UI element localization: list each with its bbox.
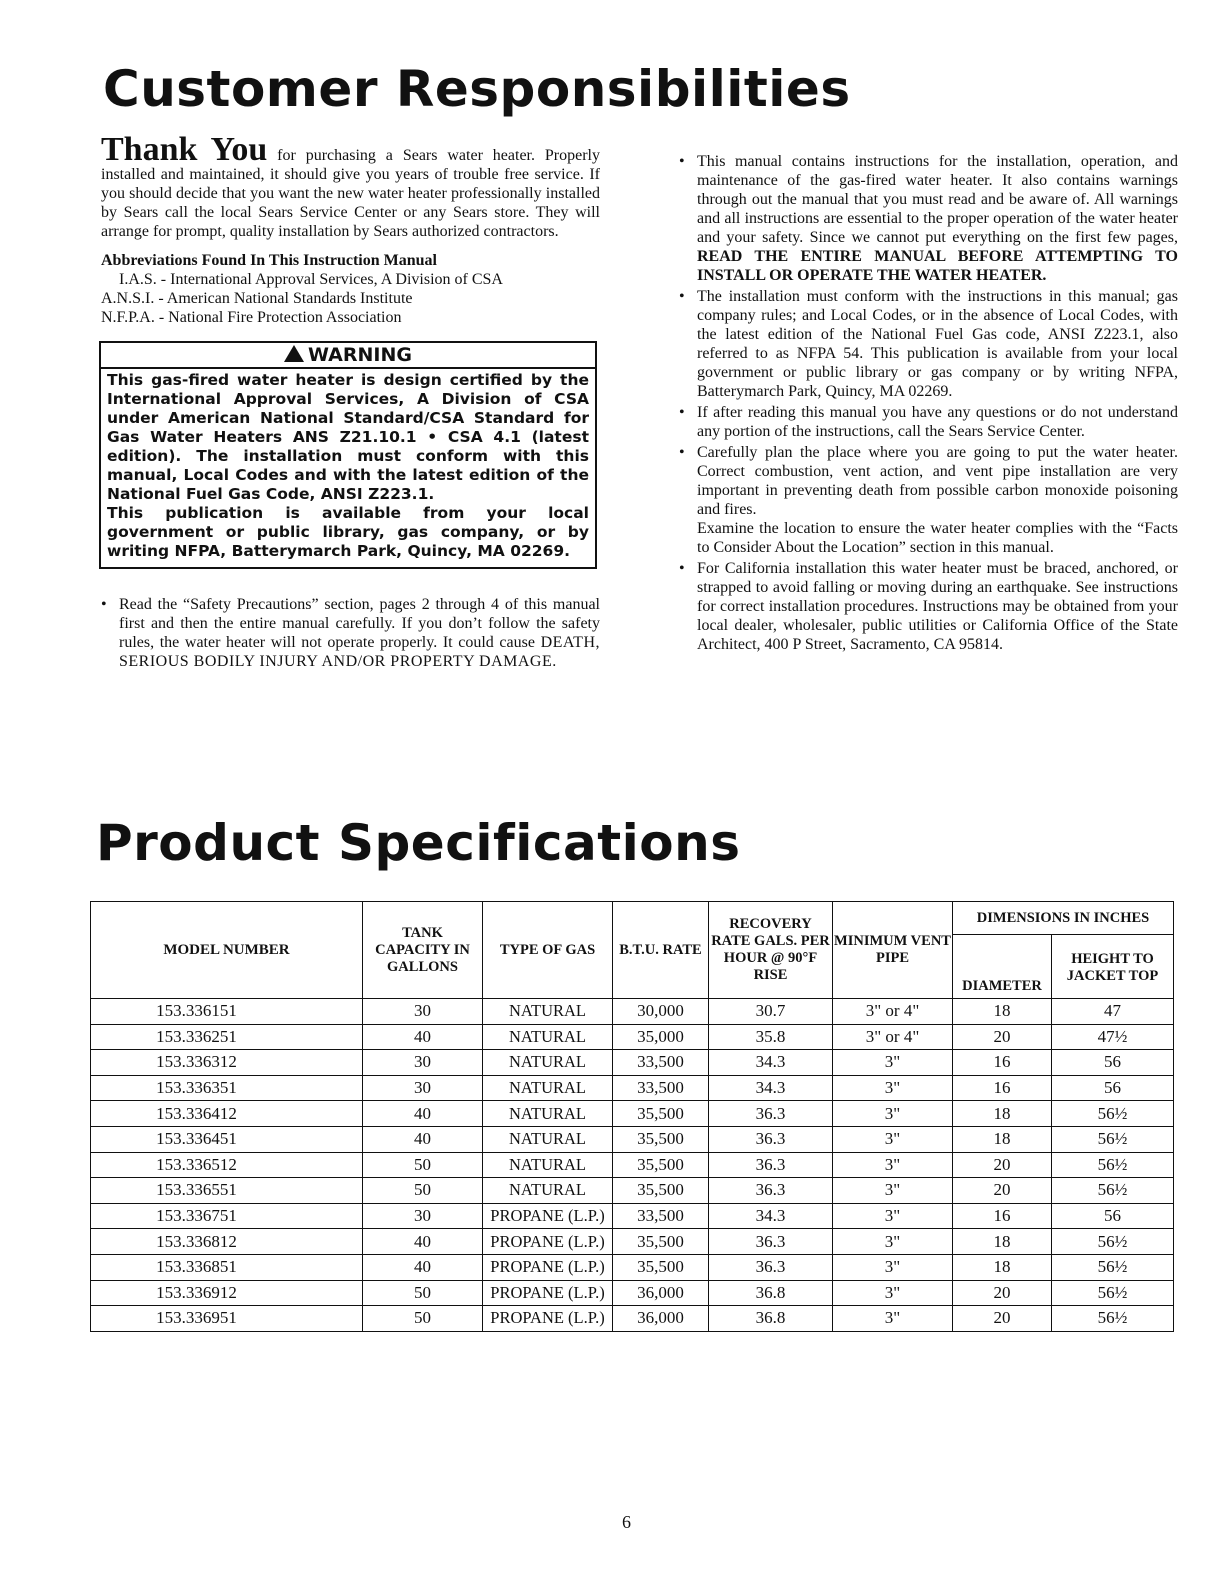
abbreviation-item: I.A.S. - International Approval Services, A Division of CSA	[119, 271, 503, 288]
abbreviation-item: N.F.P.A. - National Fire Protection Association	[101, 309, 402, 326]
thank-you-heading: Thank You	[101, 131, 268, 168]
bullet-text: Read the “Safety Precautions” section, pages 2 through 4 of this manual first and then the entire manual carefully. If you don’t follow the safety rules, the water heater will not operate properly. It could cause	[119, 596, 600, 651]
spec-table-container	[90, 901, 1173, 1332]
vent-pipe-cell: 3"	[833, 1152, 953, 1178]
gas-type-cell: PROPANE (L.P.)	[483, 1306, 613, 1332]
list-item	[679, 152, 1178, 285]
model-number-cell: 153.336551	[91, 1178, 363, 1204]
spec-table	[90, 901, 1174, 1332]
diameter-cell: 16	[953, 1050, 1052, 1076]
header-dimensions-group: DIMENSIONS IN INCHES	[953, 902, 1174, 935]
model-number-cell: 153.336412	[91, 1101, 363, 1127]
gas-type-cell: NATURAL	[483, 1075, 613, 1101]
tank-capacity-cell: 50	[363, 1306, 483, 1332]
gas-type-cell: NATURAL	[483, 999, 613, 1025]
btu-rate-cell: 33,500	[613, 1203, 709, 1229]
model-number-cell: 153.336912	[91, 1280, 363, 1306]
btu-rate-cell: 35,500	[613, 1101, 709, 1127]
bullet-text: Carefully plan the place where you are going to put the water heater. Correct combustion, vent action, and vent pipe installation are very important in preventing death from possible carbon monoxide poisoning and fires.	[697, 444, 1178, 518]
height-cell: 56	[1052, 1203, 1174, 1229]
btu-rate-cell: 33,500	[613, 1075, 709, 1101]
model-number-cell: 153.336512	[91, 1152, 363, 1178]
tank-capacity-cell: 30	[363, 1203, 483, 1229]
warning-header	[101, 343, 595, 369]
table-row	[91, 1229, 1174, 1255]
diameter-cell: 16	[953, 1075, 1052, 1101]
header-type-of-gas: TYPE OF GAS	[483, 902, 613, 999]
tank-capacity-cell: 40	[363, 1254, 483, 1280]
tank-capacity-cell: 50	[363, 1178, 483, 1204]
table-row	[91, 1280, 1174, 1306]
list-item: • For California installation this water heater must be braced, anchored, or strapped to avoid falling or moving during an earthquake. See instructions for correct installation procedures. Instructions may be obtained from your local dealer, wholesaler, public utilities or California Office of the State Architect, 400 P Street, Sacramento, CA 95814.	[679, 559, 1178, 654]
right-column	[679, 152, 1178, 656]
recovery-rate-cell: 36.3	[709, 1152, 833, 1178]
vent-pipe-cell: 3"	[833, 1254, 953, 1280]
thank-you-text: for purchasing a Sears water heater. Properly installed and maintained, it should give you years of trouble free service. If you should decide that you want the new water heater professionally installed by Sears call the local Sears Service Center or any Sears store. They will arrange for prompt, quality installation by Sears authorized contractors.	[101, 147, 600, 240]
recovery-rate-cell: 36.3	[709, 1178, 833, 1204]
model-number-cell: 153.336812	[91, 1229, 363, 1255]
table-row	[91, 1024, 1174, 1050]
warning-paragraph: This publication is available from your local government or public library, gas company, or by writing NFPA, Batterymarch Park, Quincy, MA 02269.	[107, 504, 589, 560]
diameter-cell: 18	[953, 1126, 1052, 1152]
vent-pipe-cell: 3" or 4"	[833, 999, 953, 1025]
btu-rate-cell: 36,000	[613, 1280, 709, 1306]
diameter-cell: 18	[953, 1229, 1052, 1255]
tank-capacity-cell: 30	[363, 1075, 483, 1101]
recovery-rate-cell: 34.3	[709, 1050, 833, 1076]
thank-you-paragraph	[101, 131, 600, 241]
height-cell: 56½	[1052, 1126, 1174, 1152]
page-number: 6	[622, 1512, 631, 1532]
warning-paragraph: This gas-fired water heater is design certified by the International Approval Services, A Division of CSA under American National Standard/CSA Standard for Gas Water Heaters ANS Z21.10.1 • CSA 4.1 (latest edition). The installation must conform with this manual, Local Codes and with the latest edition of the National Fuel Gas Code, ANSI Z223.1.	[107, 371, 589, 503]
gas-type-cell: PROPANE (L.P.)	[483, 1254, 613, 1280]
vent-pipe-cell: 3"	[833, 1280, 953, 1306]
spec-table-body	[91, 999, 1174, 1332]
recovery-rate-cell: 36.3	[709, 1126, 833, 1152]
height-cell: 56½	[1052, 1101, 1174, 1127]
table-row	[91, 1254, 1174, 1280]
diameter-cell: 20	[953, 1152, 1052, 1178]
gas-type-cell: NATURAL	[483, 1152, 613, 1178]
model-number-cell: 153.336312	[91, 1050, 363, 1076]
height-cell: 56½	[1052, 1254, 1174, 1280]
vent-pipe-cell: 3"	[833, 1075, 953, 1101]
page-title-customer-responsibilities: Customer Responsibilities	[103, 60, 851, 118]
vent-pipe-cell: 3"	[833, 1178, 953, 1204]
btu-rate-cell: 35,500	[613, 1126, 709, 1152]
gas-type-cell: NATURAL	[483, 1101, 613, 1127]
height-cell: 47½	[1052, 1024, 1174, 1050]
diameter-cell: 18	[953, 1101, 1052, 1127]
left-bullet-list	[101, 595, 600, 671]
table-row	[91, 1306, 1174, 1332]
header-recovery-rate: RECOVERY RATE GALS. PER HOUR @ 90°F RISE	[709, 902, 833, 999]
model-number-cell: 153.336751	[91, 1203, 363, 1229]
tank-capacity-cell: 30	[363, 1050, 483, 1076]
model-number-cell: 153.336951	[91, 1306, 363, 1332]
recovery-rate-cell: 36.3	[709, 1229, 833, 1255]
header-height-to-jacket-top: HEIGHT TO JACKET TOP	[1052, 935, 1174, 999]
abbreviations-heading: Abbreviations Found In This Instruction Manual	[101, 252, 437, 269]
warning-triangle-icon	[284, 345, 304, 362]
list-item: • The installation must conform with the instructions in this manual; gas company rules; and Local Codes, or in the absence of Local Codes, with the latest edition of the National Fuel Gas code, ANSI Z223.1, also referred to as NFPA 54. This publication is available from your local government or public library or gas company or by writing NFPA, Batterymarch Park, Quincy, MA 02269.	[679, 287, 1178, 401]
list-item	[679, 443, 1178, 557]
model-number-cell: 153.336251	[91, 1024, 363, 1050]
gas-type-cell: NATURAL	[483, 1050, 613, 1076]
vent-pipe-cell: 3" or 4"	[833, 1024, 953, 1050]
vent-pipe-cell: 3"	[833, 1101, 953, 1127]
recovery-rate-cell: 36.8	[709, 1306, 833, 1332]
table-row	[91, 1178, 1174, 1204]
vent-pipe-cell: 3"	[833, 1050, 953, 1076]
tank-capacity-cell: 50	[363, 1280, 483, 1306]
recovery-rate-cell: 35.8	[709, 1024, 833, 1050]
height-cell: 56½	[1052, 1152, 1174, 1178]
diameter-cell: 16	[953, 1203, 1052, 1229]
height-cell: 56½	[1052, 1306, 1174, 1332]
diameter-cell: 20	[953, 1178, 1052, 1204]
height-cell: 56	[1052, 1050, 1174, 1076]
btu-rate-cell: 36,000	[613, 1306, 709, 1332]
recovery-rate-cell: 36.8	[709, 1280, 833, 1306]
tank-capacity-cell: 40	[363, 1126, 483, 1152]
height-cell: 56½	[1052, 1280, 1174, 1306]
bullet-bold-text: READ THE ENTIRE MANUAL BEFORE ATTEMPTING TO INSTALL OR OPERATE THE WATER HEATER.	[697, 248, 1178, 284]
gas-type-cell: PROPANE (L.P.)	[483, 1229, 613, 1255]
height-cell: 56½	[1052, 1178, 1174, 1204]
btu-rate-cell: 30,000	[613, 999, 709, 1025]
table-row	[91, 1152, 1174, 1178]
list-item: • If after reading this manual you have any questions or do not understand any portion of the instructions, call the Sears Service Center.	[679, 403, 1178, 441]
warning-box	[99, 341, 597, 569]
gas-type-cell: NATURAL	[483, 1126, 613, 1152]
table-header-row	[91, 902, 1174, 935]
recovery-rate-cell: 36.3	[709, 1254, 833, 1280]
page-title-product-specifications: Product Specifications	[96, 814, 741, 872]
header-minimum-vent-pipe: MINIMUM VENT PIPE	[833, 902, 953, 999]
gas-type-cell: NATURAL	[483, 1024, 613, 1050]
vent-pipe-cell: 3"	[833, 1306, 953, 1332]
list-item	[101, 595, 600, 671]
table-row	[91, 1075, 1174, 1101]
warning-title: WARNING	[308, 344, 412, 366]
header-diameter: DIAMETER	[953, 935, 1052, 999]
left-column	[101, 131, 600, 673]
header-btu-rate: B.T.U. RATE	[613, 902, 709, 999]
bullet-sub-paragraph: Examine the location to ensure the water heater complies with the “Facts to Consider About the Location” section in this manual.	[697, 520, 1178, 556]
gas-type-cell: NATURAL	[483, 1178, 613, 1204]
table-row	[91, 1101, 1174, 1127]
tank-capacity-cell: 40	[363, 1101, 483, 1127]
diameter-cell: 20	[953, 1306, 1052, 1332]
right-bullet-list	[679, 152, 1178, 654]
height-cell: 47	[1052, 999, 1174, 1025]
gas-type-cell: PROPANE (L.P.)	[483, 1203, 613, 1229]
diameter-cell: 20	[953, 1280, 1052, 1306]
bullet-caps-text: DEATH, SERIOUS BODILY INJURY AND/OR PROPERTY DAMAGE.	[119, 634, 600, 670]
model-number-cell: 153.336151	[91, 999, 363, 1025]
warning-body	[101, 369, 595, 567]
vent-pipe-cell: 3"	[833, 1229, 953, 1255]
height-cell: 56	[1052, 1075, 1174, 1101]
recovery-rate-cell: 34.3	[709, 1203, 833, 1229]
recovery-rate-cell: 36.3	[709, 1101, 833, 1127]
tank-capacity-cell: 40	[363, 1024, 483, 1050]
btu-rate-cell: 35,500	[613, 1254, 709, 1280]
recovery-rate-cell: 34.3	[709, 1075, 833, 1101]
height-cell: 56½	[1052, 1229, 1174, 1255]
tank-capacity-cell: 30	[363, 999, 483, 1025]
abbreviation-item: A.N.S.I. - American National Standards Institute	[101, 290, 413, 307]
diameter-cell: 20	[953, 1024, 1052, 1050]
vent-pipe-cell: 3"	[833, 1203, 953, 1229]
diameter-cell: 18	[953, 999, 1052, 1025]
model-number-cell: 153.336851	[91, 1254, 363, 1280]
btu-rate-cell: 33,500	[613, 1050, 709, 1076]
table-row	[91, 999, 1174, 1025]
gas-type-cell: PROPANE (L.P.)	[483, 1280, 613, 1306]
tank-capacity-cell: 50	[363, 1152, 483, 1178]
bullet-text: This manual contains instructions for the installation, operation, and maintenance of the gas-fired water heater. It also contains warnings through out the manual that you must read and be aware of. All warnings and all instructions are essential to the proper operation of the water heater and your safety. Since we cannot put everything on the first few pages,	[697, 153, 1178, 246]
table-row	[91, 1203, 1174, 1229]
tank-capacity-cell: 40	[363, 1229, 483, 1255]
vent-pipe-cell: 3"	[833, 1126, 953, 1152]
model-number-cell: 153.336351	[91, 1075, 363, 1101]
diameter-cell: 18	[953, 1254, 1052, 1280]
header-tank-capacity: TANK CAPACITY IN GALLONS	[363, 902, 483, 999]
table-row	[91, 1126, 1174, 1152]
model-number-cell: 153.336451	[91, 1126, 363, 1152]
table-row	[91, 1050, 1174, 1076]
header-model-number: MODEL NUMBER	[91, 902, 363, 999]
btu-rate-cell: 35,500	[613, 1229, 709, 1255]
btu-rate-cell: 35,500	[613, 1152, 709, 1178]
btu-rate-cell: 35,000	[613, 1024, 709, 1050]
btu-rate-cell: 35,500	[613, 1178, 709, 1204]
recovery-rate-cell: 30.7	[709, 999, 833, 1025]
